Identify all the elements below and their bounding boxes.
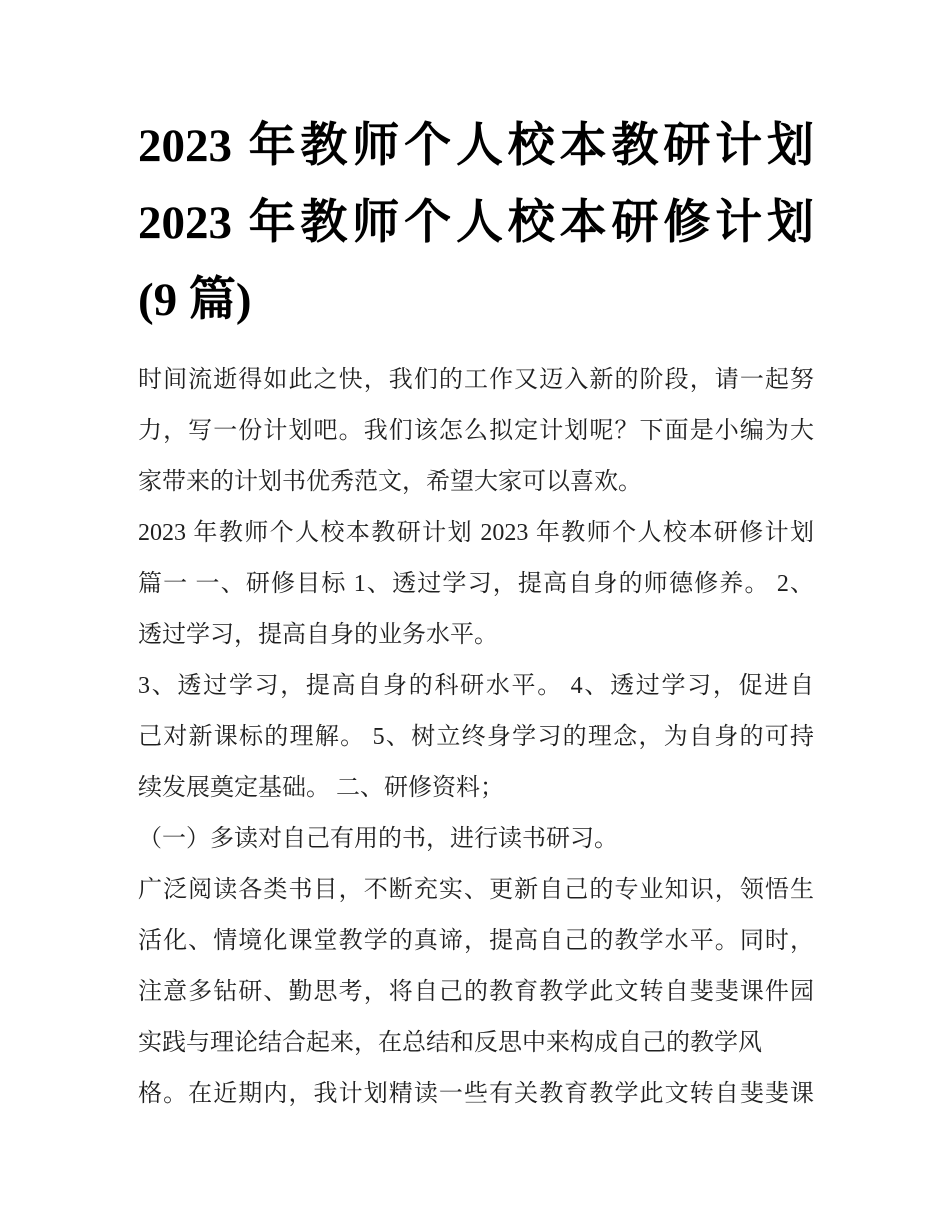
text-line: 2023 年教师个人校本教研计划 2023 年教师个人校本研修计划 — [138, 520, 814, 546]
paragraph-goals-2 — [138, 661, 813, 814]
paragraph-goals-1 — [138, 508, 813, 661]
document-title — [138, 108, 813, 339]
paragraph-intro — [138, 355, 813, 508]
text-line: 3、透过学习，提高自身的科研水平。 4、透过学习，促进自 — [138, 673, 814, 699]
text-line: 格。在近期内，我计划精读一些有关教育教学此文转自斐斐课 — [138, 1081, 814, 1107]
title-line-3: (9 篇) — [138, 274, 252, 326]
text-line: 篇一 一、研修目标 1、透过学习，提高自身的师德修养。 2、 — [138, 571, 814, 597]
title-line-1: 2023 年教师个人校本教研计划 — [138, 120, 814, 172]
text-line: 透过学习，提高自身的业务水平。 — [138, 622, 498, 648]
text-line: 力，写一份计划吧。我们该怎么拟定计划呢？下面是小编为大 — [138, 418, 814, 444]
paragraph-reading-heading — [138, 814, 813, 865]
document-body — [138, 355, 813, 1120]
text-line: 己对新课标的理解。 5、树立终身学习的理念，为自身的可持 — [138, 724, 814, 750]
text-line: 广泛阅读各类书目，不断充实、更新自己的专业知识，领悟生 — [138, 877, 814, 903]
text-line: 续发展奠定基础。 二、研修资料； — [138, 775, 504, 801]
text-line: 注意多钻研、勤思考，将自己的教育教学此文转自斐斐课件园 — [138, 979, 814, 1005]
text-line: 实践与理论结合起来，在总结和反思中来构成自己的教学风 — [138, 1030, 762, 1056]
text-line: 家带来的计划书优秀范文，希望大家可以喜欢。 — [138, 469, 642, 495]
title-line-2: 2023 年教师个人校本研修计划 — [138, 197, 814, 249]
text-line: （一）多读对自己有用的书，进行读书研习。 — [138, 826, 618, 852]
text-line: 活化、情境化课堂教学的真谛，提高自己的教学水平。同时， — [138, 928, 814, 954]
paragraph-reading-detail — [138, 865, 813, 1120]
text-line: 时间流逝得如此之快，我们的工作又迈入新的阶段，请一起努 — [138, 367, 814, 393]
